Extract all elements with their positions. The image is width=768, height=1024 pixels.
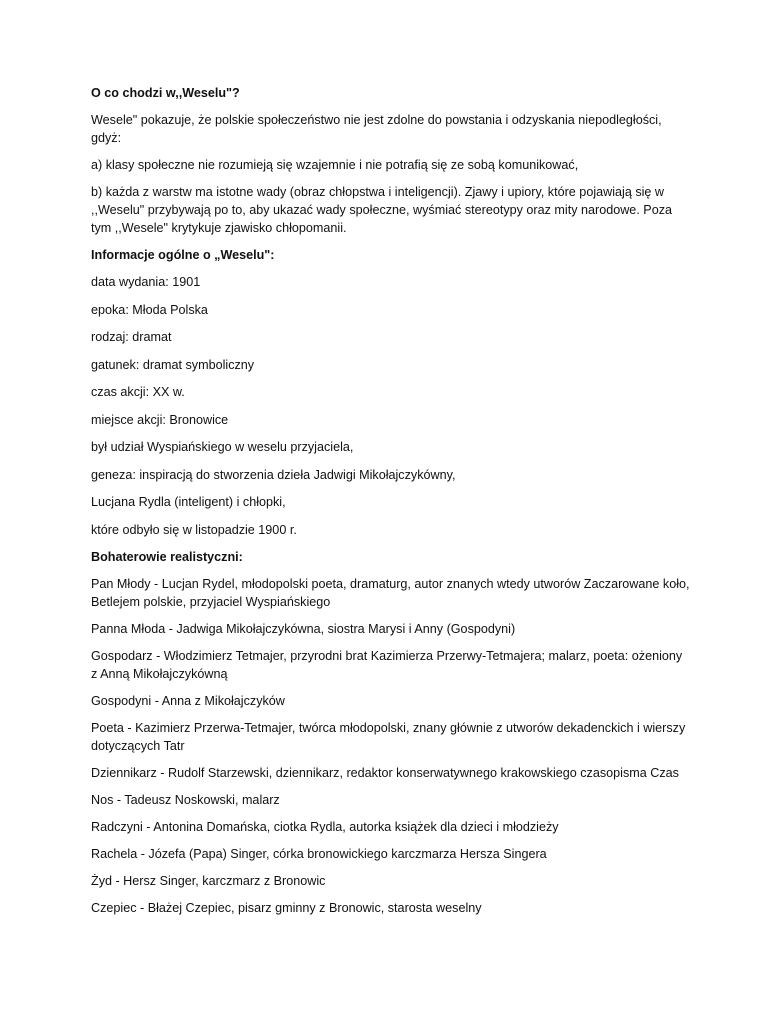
info-item: geneza: inspiracją do stworzenia dzieła Jadwigi Mikołajczykówny, (91, 467, 456, 482)
intro-paragraph: Wesele" pokazuje, że polskie społeczeństwo nie jest zdolne do powstania i odzyskania niepodległości, gdyż: (91, 113, 662, 145)
point-a: a) klasy społeczne nie rozumieją się wzajemnie i nie potrafią się ze sobą komunikować, (91, 158, 579, 172)
character-item: Gospodyni - Anna z Mikołajczyków (91, 694, 285, 708)
character-item: Poeta - Kazimierz Przerwa-Tetmajer, twórca młodopolski, znany głównie z utworów dekadenckich i wierszy dotyczących Tatr (91, 721, 686, 753)
character-item: Czepiec - Błażej Czepiec, pisarz gminny z Bronowic, starosta weselny (91, 901, 482, 915)
character-item: Pan Młody - Lucjan Rydel, młodopolski poeta, dramaturg, autor znanych wtedy utworów Zaczarowane koło, Betlejem polskie, przyjaciel Wyspiańskiego (91, 577, 690, 609)
character-item: Panna Młoda - Jadwiga Mikołajczykówna, siostra Marysi i Anny (Gospodyni) (91, 622, 516, 636)
point-b: b) każda z warstw ma istotne wady (obraz chłopstwa i inteligencji). Zjawy i upiory, które pojawiają się w ,,Weselu" przybywają po to, aby ukazać wady społeczne, wyśmiać stereotypy oraz mity narodowe. Poza tym ,,Wesele" krytykuje zjawisko chłopomanii. (91, 185, 673, 235)
document-page (91, 84, 691, 926)
info-item: Lucjana Rydla (inteligent) i chłopki, (91, 495, 286, 509)
info-item: miejsce akcji: Bronowice (91, 412, 229, 427)
character-item: Radczyni - Antonina Domańska, ciotka Rydla, autorka książek dla dzieci i młodzieży (91, 820, 559, 834)
info-item: epoka: Młoda Polska (91, 302, 208, 317)
info-item: czas akcji: XX w. (91, 385, 185, 399)
character-item: Żyd - Hersz Singer, karczmarz z Bronowic (91, 874, 326, 888)
info-item: data wydania: 1901 (91, 275, 201, 289)
info-item: był udział Wyspiańskiego w weselu przyjaciela, (91, 440, 354, 454)
info-item: które odbyło się w listopadzie 1900 r. (91, 522, 297, 537)
character-item: Gospodarz - Włodzimierz Tetmajer, przyrodni brat Kazimierza Przerwy-Tetmajera; malarz, poeta: ożeniony z Anną Mikołajczykówną (91, 649, 683, 681)
character-item: Nos - Tadeusz Noskowski, malarz (91, 793, 280, 807)
character-item: Rachela - Józefa (Papa) Singer, córka bronowickiego karczmarza Hersza Singera (91, 847, 547, 861)
info-item: rodzaj: dramat (91, 330, 172, 344)
heading-characters: Bohaterowie realistyczni: (91, 550, 243, 564)
character-item: Dziennikarz - Rudolf Starzewski, dziennikarz, redaktor konserwatywnego krakowskiego czasopisma Czas (91, 766, 679, 780)
heading-main: O co chodzi w,,Weselu"? (91, 86, 240, 100)
info-item: gatunek: dramat symboliczny (91, 357, 255, 372)
heading-info: Informacje ogólne o „Weselu": (91, 248, 275, 262)
